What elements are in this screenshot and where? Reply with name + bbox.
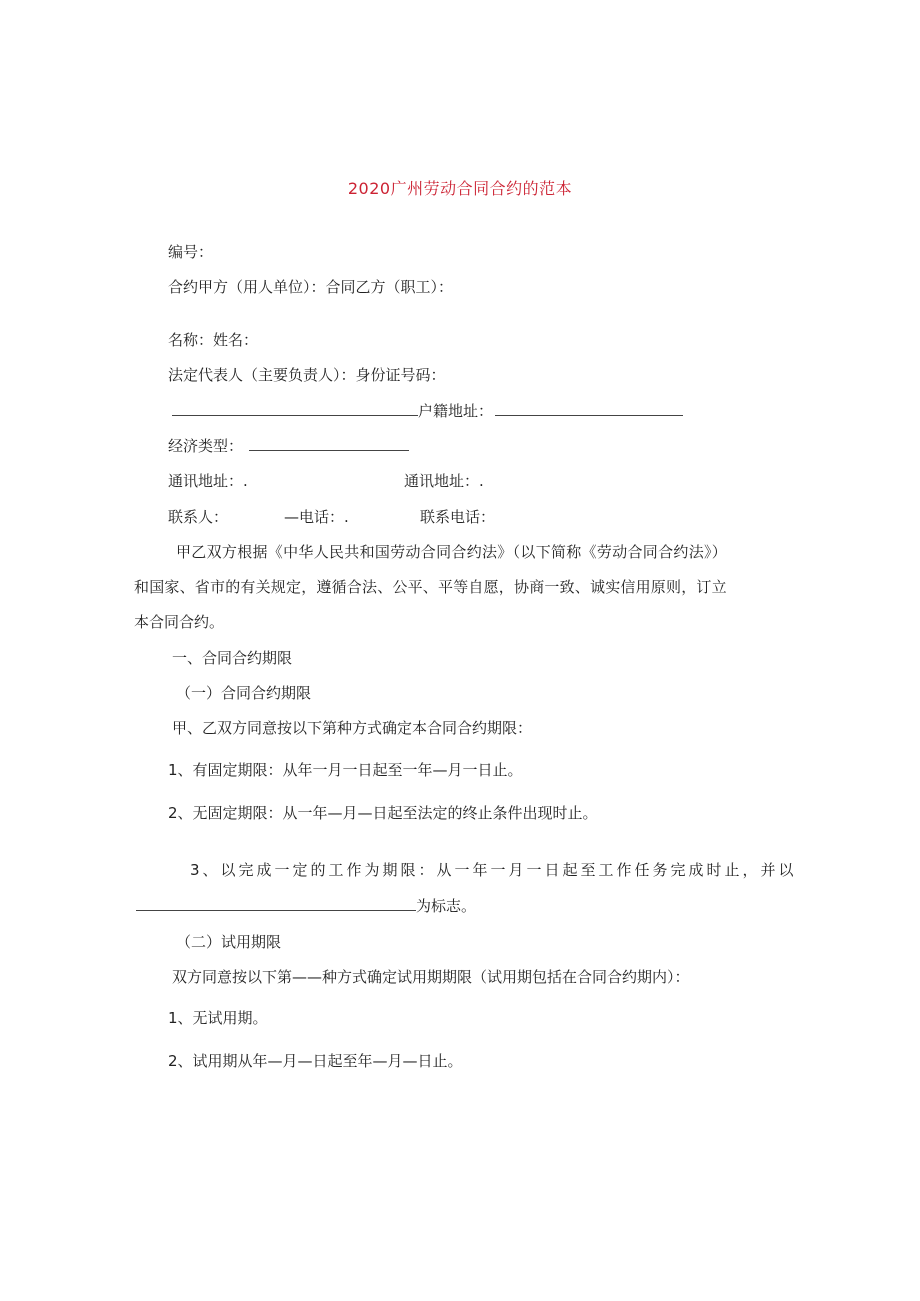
term-option-1: 1、有固定期限：从年一月一日起至一年—月一日止。 [168, 761, 523, 779]
household-address-blank [495, 401, 683, 416]
intro-line-1: 甲乙双方根据《中华人民共和国劳动合同合约法》（以下简称《劳动合同合约法》） [176, 543, 728, 561]
intro-line-3: 本合同合约。 [134, 613, 225, 631]
economy-type-label: 经济类型： [168, 437, 244, 455]
term-option-3-line1: 3、以完成一定的工作为期限：从一年一月一日起至工作任务完成时止，并以 [190, 861, 797, 879]
household-address-label: 户籍地址： [418, 402, 494, 420]
economy-type-blank [249, 436, 409, 451]
term-option-2: 2、无固定期限：从一年—月—日起至法定的终止条件出现时止。 [168, 804, 598, 822]
section1-heading: 一、合同合约期限 [172, 649, 293, 667]
contact-person-label: 联系人： [168, 508, 229, 526]
trial-option-1: 1、无试用期。 [168, 1009, 268, 1027]
phone-a-label: —电话：. [284, 508, 349, 526]
term-option-3-line2 [136, 896, 476, 916]
id-number-blank [172, 401, 418, 416]
address-b-label: 通讯地址：. [404, 472, 484, 490]
trial-option-2: 2、试用期从年—月—日起至年—月—日止。 [168, 1052, 463, 1070]
completion-marker-blank [136, 896, 416, 911]
name-line: 名称：姓名： [168, 331, 259, 349]
representative-line: 法定代表人（主要负责人）：身份证号码： [168, 366, 446, 384]
household-address-line [172, 401, 683, 421]
section1-sub1-intro: 甲、乙双方同意按以下第种方式确定本合同合约期限： [172, 719, 533, 737]
address-a-label: 通讯地址：. [168, 472, 248, 490]
document-title: 2020广州劳动合同合约的范本 [347, 179, 573, 198]
parties-line: 合约甲方（用人单位）：合同乙方（职工）： [168, 278, 454, 296]
completion-marker-suffix: 为标志。 [416, 897, 477, 915]
phone-b-label: 联系电话： [420, 508, 496, 526]
serial-number-label: 编号： [168, 243, 214, 261]
section1-sub2-intro: 双方同意按以下第——种方式确定试用期期限（试用期包括在合同合约期内）： [172, 968, 690, 986]
section1-sub2-heading: （二）试用期限 [176, 933, 282, 951]
section1-sub1-heading: （一）合同合约期限 [176, 684, 312, 702]
economy-type-line [168, 436, 409, 456]
intro-line-2: 和国家、省市的有关规定，遵循合法、公平、平等自愿，协商一致、诚实信用原则，订立 [134, 578, 727, 596]
